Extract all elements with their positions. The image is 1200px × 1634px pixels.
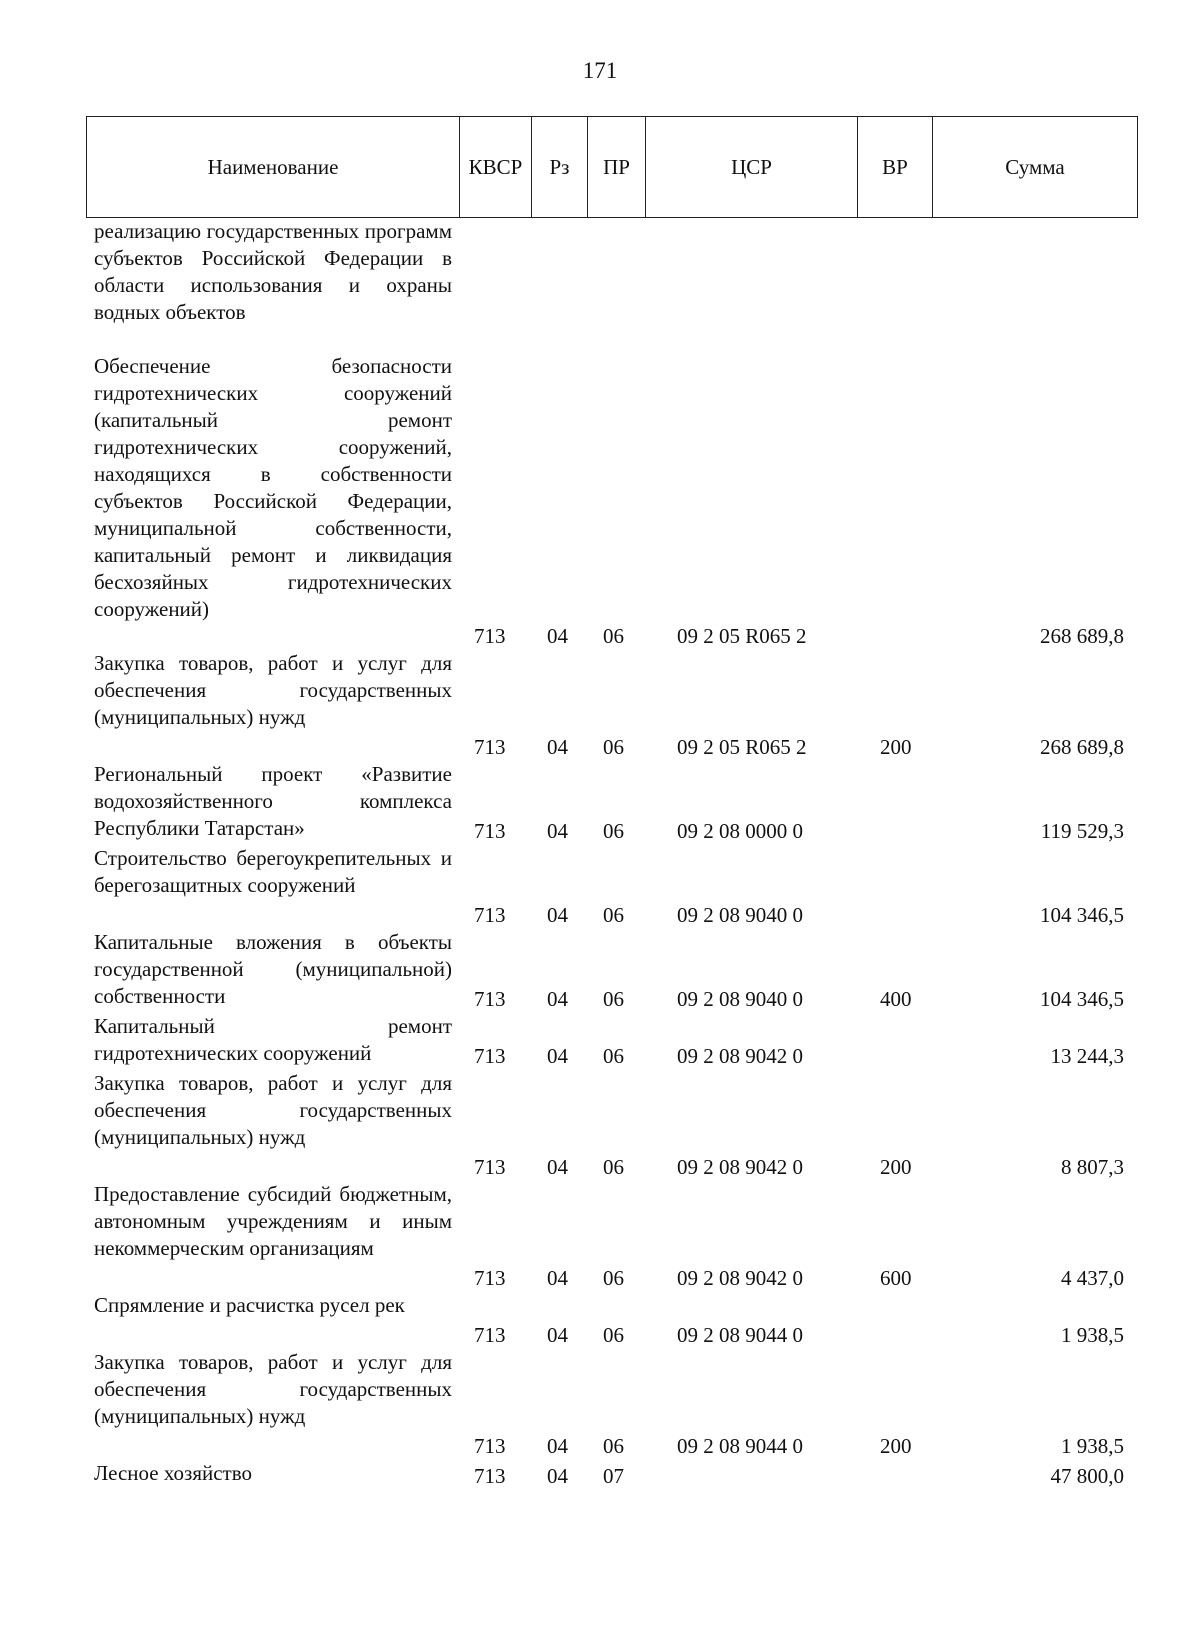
row-sum: 268 689,8 (1040, 624, 1124, 648)
row-kvsr: 713 (474, 1044, 506, 1068)
row-pr: 06 (603, 1323, 624, 1347)
row-vr: 200 (880, 1155, 912, 1179)
row-sum: 119 529,3 (1040, 819, 1124, 843)
row-sum: 268 689,8 (1040, 735, 1124, 759)
row-pr: 06 (603, 1434, 624, 1458)
row-name: Строительство берегоукрепительных и берегозащитных сооружений (94, 846, 452, 897)
row-vr: 600 (880, 1266, 912, 1290)
row-name: Предоставление субсидий бюджетным, автономным учреждениям и иным некоммерческим организациям (94, 1182, 452, 1260)
row-rz: 04 (547, 624, 568, 648)
row-vr: 200 (880, 735, 912, 759)
row-rz: 04 (547, 735, 568, 759)
row-rz: 04 (547, 1155, 568, 1179)
row-rz: 04 (547, 1266, 568, 1290)
row-sum: 1 938,5 (1061, 1434, 1124, 1458)
table-row (0, 650, 1200, 761)
row-sum: 4 437,0 (1061, 1266, 1124, 1290)
header-vr: ВР (857, 117, 932, 217)
header-sum: Сумма (932, 117, 1137, 217)
table-row (0, 1349, 1200, 1460)
row-pr: 06 (603, 1266, 624, 1290)
row-sum: 1 938,5 (1061, 1323, 1124, 1347)
table-row (0, 845, 1200, 929)
row-name: Спрямление и расчистка русел рек (94, 1293, 405, 1317)
row-kvsr: 713 (474, 1434, 506, 1458)
row-sum: 13 244,3 (1050, 1044, 1124, 1068)
row-name: реализацию государственных программ субъектов Российской Федерации в области использования и охраны водных объектов (94, 219, 452, 324)
row-pr: 06 (603, 1155, 624, 1179)
row-kvsr: 713 (474, 1155, 506, 1179)
table-row (0, 929, 1200, 1013)
row-kvsr: 713 (474, 1266, 506, 1290)
table-row (0, 1292, 1200, 1349)
row-rz: 04 (547, 819, 568, 843)
row-csr: 09 2 08 9044 0 (677, 1434, 803, 1458)
table-header (86, 116, 1138, 218)
row-pr: 07 (603, 1464, 624, 1488)
row-kvsr: 713 (474, 1323, 506, 1347)
row-name: Капитальные вложения в объекты государственной (муниципальной) собственности (94, 930, 452, 1008)
row-kvsr: 713 (474, 624, 506, 648)
row-sum: 8 807,3 (1061, 1155, 1124, 1179)
row-csr: 09 2 08 9042 0 (677, 1044, 803, 1068)
table-row (0, 353, 1200, 650)
row-rz: 04 (547, 1464, 568, 1488)
row-name: Закупка товаров, работ и услуг для обеспечения государственных (муниципальных) нужд (94, 651, 452, 729)
row-vr: 400 (880, 987, 912, 1011)
row-kvsr: 713 (474, 903, 506, 927)
row-pr: 06 (603, 987, 624, 1011)
row-rz: 04 (547, 903, 568, 927)
row-kvsr: 713 (474, 819, 506, 843)
row-sum: 47 800,0 (1050, 1464, 1124, 1488)
row-rz: 04 (547, 1434, 568, 1458)
row-csr: 09 2 08 0000 0 (677, 819, 803, 843)
row-csr: 09 2 08 9042 0 (677, 1266, 803, 1290)
table-row (0, 1070, 1200, 1181)
row-csr: 09 2 08 9042 0 (677, 1155, 803, 1179)
row-pr: 06 (603, 819, 624, 843)
row-name: Закупка товаров, работ и услуг для обеспечения государственных (муниципальных) нужд (94, 1350, 452, 1428)
table-row (0, 1181, 1200, 1292)
row-csr: 09 2 08 9044 0 (677, 1323, 803, 1347)
table-row (0, 218, 1200, 353)
row-csr: 09 2 05 R065 2 (677, 624, 807, 648)
row-name: Лесное хозяйство (94, 1461, 252, 1485)
row-kvsr: 713 (474, 735, 506, 759)
header-name: Наименование (207, 154, 339, 179)
row-csr: 09 2 08 9040 0 (677, 903, 803, 927)
row-csr: 09 2 08 9040 0 (677, 987, 803, 1011)
row-pr: 06 (603, 1044, 624, 1068)
row-sum: 104 346,5 (1040, 903, 1124, 927)
row-rz: 04 (547, 1044, 568, 1068)
row-rz: 04 (547, 987, 568, 1011)
header-kvsr: КВСР (459, 117, 531, 217)
row-csr: 09 2 05 R065 2 (677, 735, 807, 759)
row-name: Региональный проект «Развитие водохозяйственного комплекса Республики Татарстан» (94, 762, 452, 840)
header-pr: ПР (587, 117, 645, 217)
row-kvsr: 713 (474, 1464, 506, 1488)
row-pr: 06 (603, 735, 624, 759)
row-name: Капитальный ремонт гидротехнических сооружений (94, 1014, 452, 1065)
row-pr: 06 (603, 903, 624, 927)
row-vr: 200 (880, 1434, 912, 1458)
row-kvsr: 713 (474, 987, 506, 1011)
row-sum: 104 346,5 (1040, 987, 1124, 1011)
row-pr: 06 (603, 624, 624, 648)
row-name: Закупка товаров, работ и услуг для обеспечения государственных (муниципальных) нужд (94, 1071, 452, 1149)
header-csr: ЦСР (645, 117, 857, 217)
table-row (0, 1013, 1200, 1070)
page-number: 171 (582, 58, 618, 83)
table-row (0, 1460, 1200, 1490)
header-rz: Рз (531, 117, 587, 217)
row-rz: 04 (547, 1323, 568, 1347)
table-row (0, 761, 1200, 845)
row-name: Обеспечение безопасности гидротехнических сооружений (капитальный ремонт гидротехнических сооружений, находящихся в собственности субъектов Российской Федерации, муниципальной собственности, капитальный ремонт и ликвидация бесхозяйных гидротехнических сооружений) (94, 354, 452, 621)
